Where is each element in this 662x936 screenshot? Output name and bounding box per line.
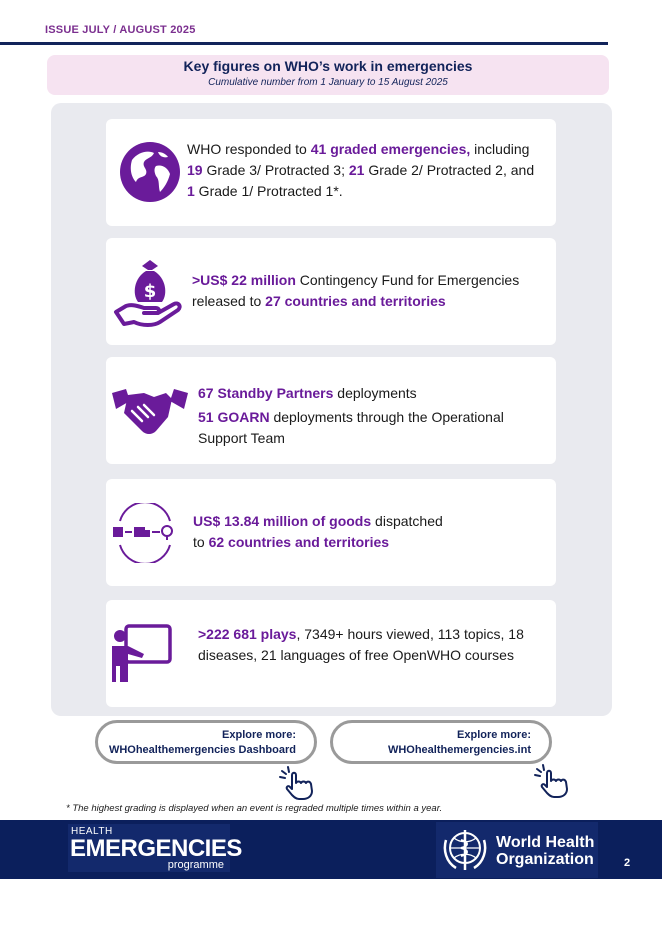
explore-dashboard-line1: Explore more: [222,729,296,741]
banner-subtitle: Cumulative number from 1 January to 15 August 2025 [208,77,448,88]
who-emblem-icon [440,826,490,874]
key-figures-banner [47,55,609,95]
card-deployments [106,357,556,464]
health-emergencies-logo [68,824,242,872]
teacher-board-icon [110,624,174,684]
highlight-countries: 62 countries and territories [208,534,390,550]
card-5-text [198,624,548,666]
card-4-text [193,511,543,553]
issue-label: ISSUE JULY / AUGUST 2025 [45,24,196,36]
footer-bar [0,820,662,879]
highlight-grade1: 1 [187,183,195,199]
text-part: deployments [333,385,417,401]
who-name-line1: World Health [496,834,595,851]
text-part: Grade 2/ Protracted 2, and [364,162,535,178]
text-part: including [470,141,530,157]
text-part: Contingency Fund for Emergencies released to [192,272,520,309]
highlight-goarn: 51 GOARN [198,409,270,425]
header-rule [0,42,608,45]
text-part: dispatched [371,513,443,529]
who-logo [436,822,598,878]
svg-text:$: $ [143,281,157,302]
explore-site-line2: WHOhealthemergencies.int [387,744,531,756]
money-bag-hand-icon [112,256,188,332]
who-name [496,834,594,868]
explore-dashboard-line2: WHOhealthemergencies Dashboard [108,744,296,756]
highlight-countries: 27 countries and territories [265,293,446,309]
card-1-text [187,139,547,202]
goods-line [193,511,543,532]
explore-site-line1: Explore more: [457,729,531,741]
goarn-line [198,407,548,449]
highlight-plays: >222 681 plays [198,626,297,642]
card-2-text [192,270,547,312]
highlight-goods: US$ 13.84 million of goods [193,513,372,529]
globe-icon [118,140,182,204]
standby-partners-line [198,383,548,404]
explore-dashboard-button[interactable] [95,720,317,764]
highlight-graded-emergencies: 41 graded emergencies, [310,141,471,157]
card-3-text [198,383,548,449]
highlight-amount: >US$ 22 million [192,272,296,288]
text-part: to [193,534,209,550]
page-number: 2 [624,857,631,869]
text-part: Grade 1/ Protracted 1*. [194,183,343,199]
highlight-grade3: 19 [187,162,203,178]
pointer-hand-icon[interactable] [278,765,320,801]
footnote: * The highest grading is displayed when an event is regraded multiple times within a year. [66,803,443,814]
text-part: deployments through the Operational Support Team [198,409,504,446]
pointer-hand-icon[interactable] [533,763,575,799]
supply-chain-icon [110,503,180,563]
card-graded-emergencies [106,119,556,226]
who-name-line2: Organization [496,851,594,868]
card-openwho [106,600,556,707]
highlight-grade2: 21 [348,162,365,178]
text-part: , 7349+ hours viewed, 113 topics, 18 diseases, 21 languages of free OpenWHO courses [198,626,524,663]
hep-logo-top: HEALTH [71,826,113,837]
card-goods-dispatched [106,479,556,586]
text-part: WHO responded to [187,141,311,157]
explore-site-button[interactable] [330,720,552,764]
hep-logo-main: EMERGENCIES [70,835,242,862]
highlight-standby: 67 Standby Partners [198,385,334,401]
countries-line [193,532,543,553]
card-contingency-fund [106,238,556,345]
hep-logo-bottom: programme [167,859,224,871]
text-part: Grade 3/ Protracted 3; [202,162,349,178]
handshake-icon [110,387,190,437]
banner-title: Key figures on WHO’s work in emergencies [183,58,473,74]
